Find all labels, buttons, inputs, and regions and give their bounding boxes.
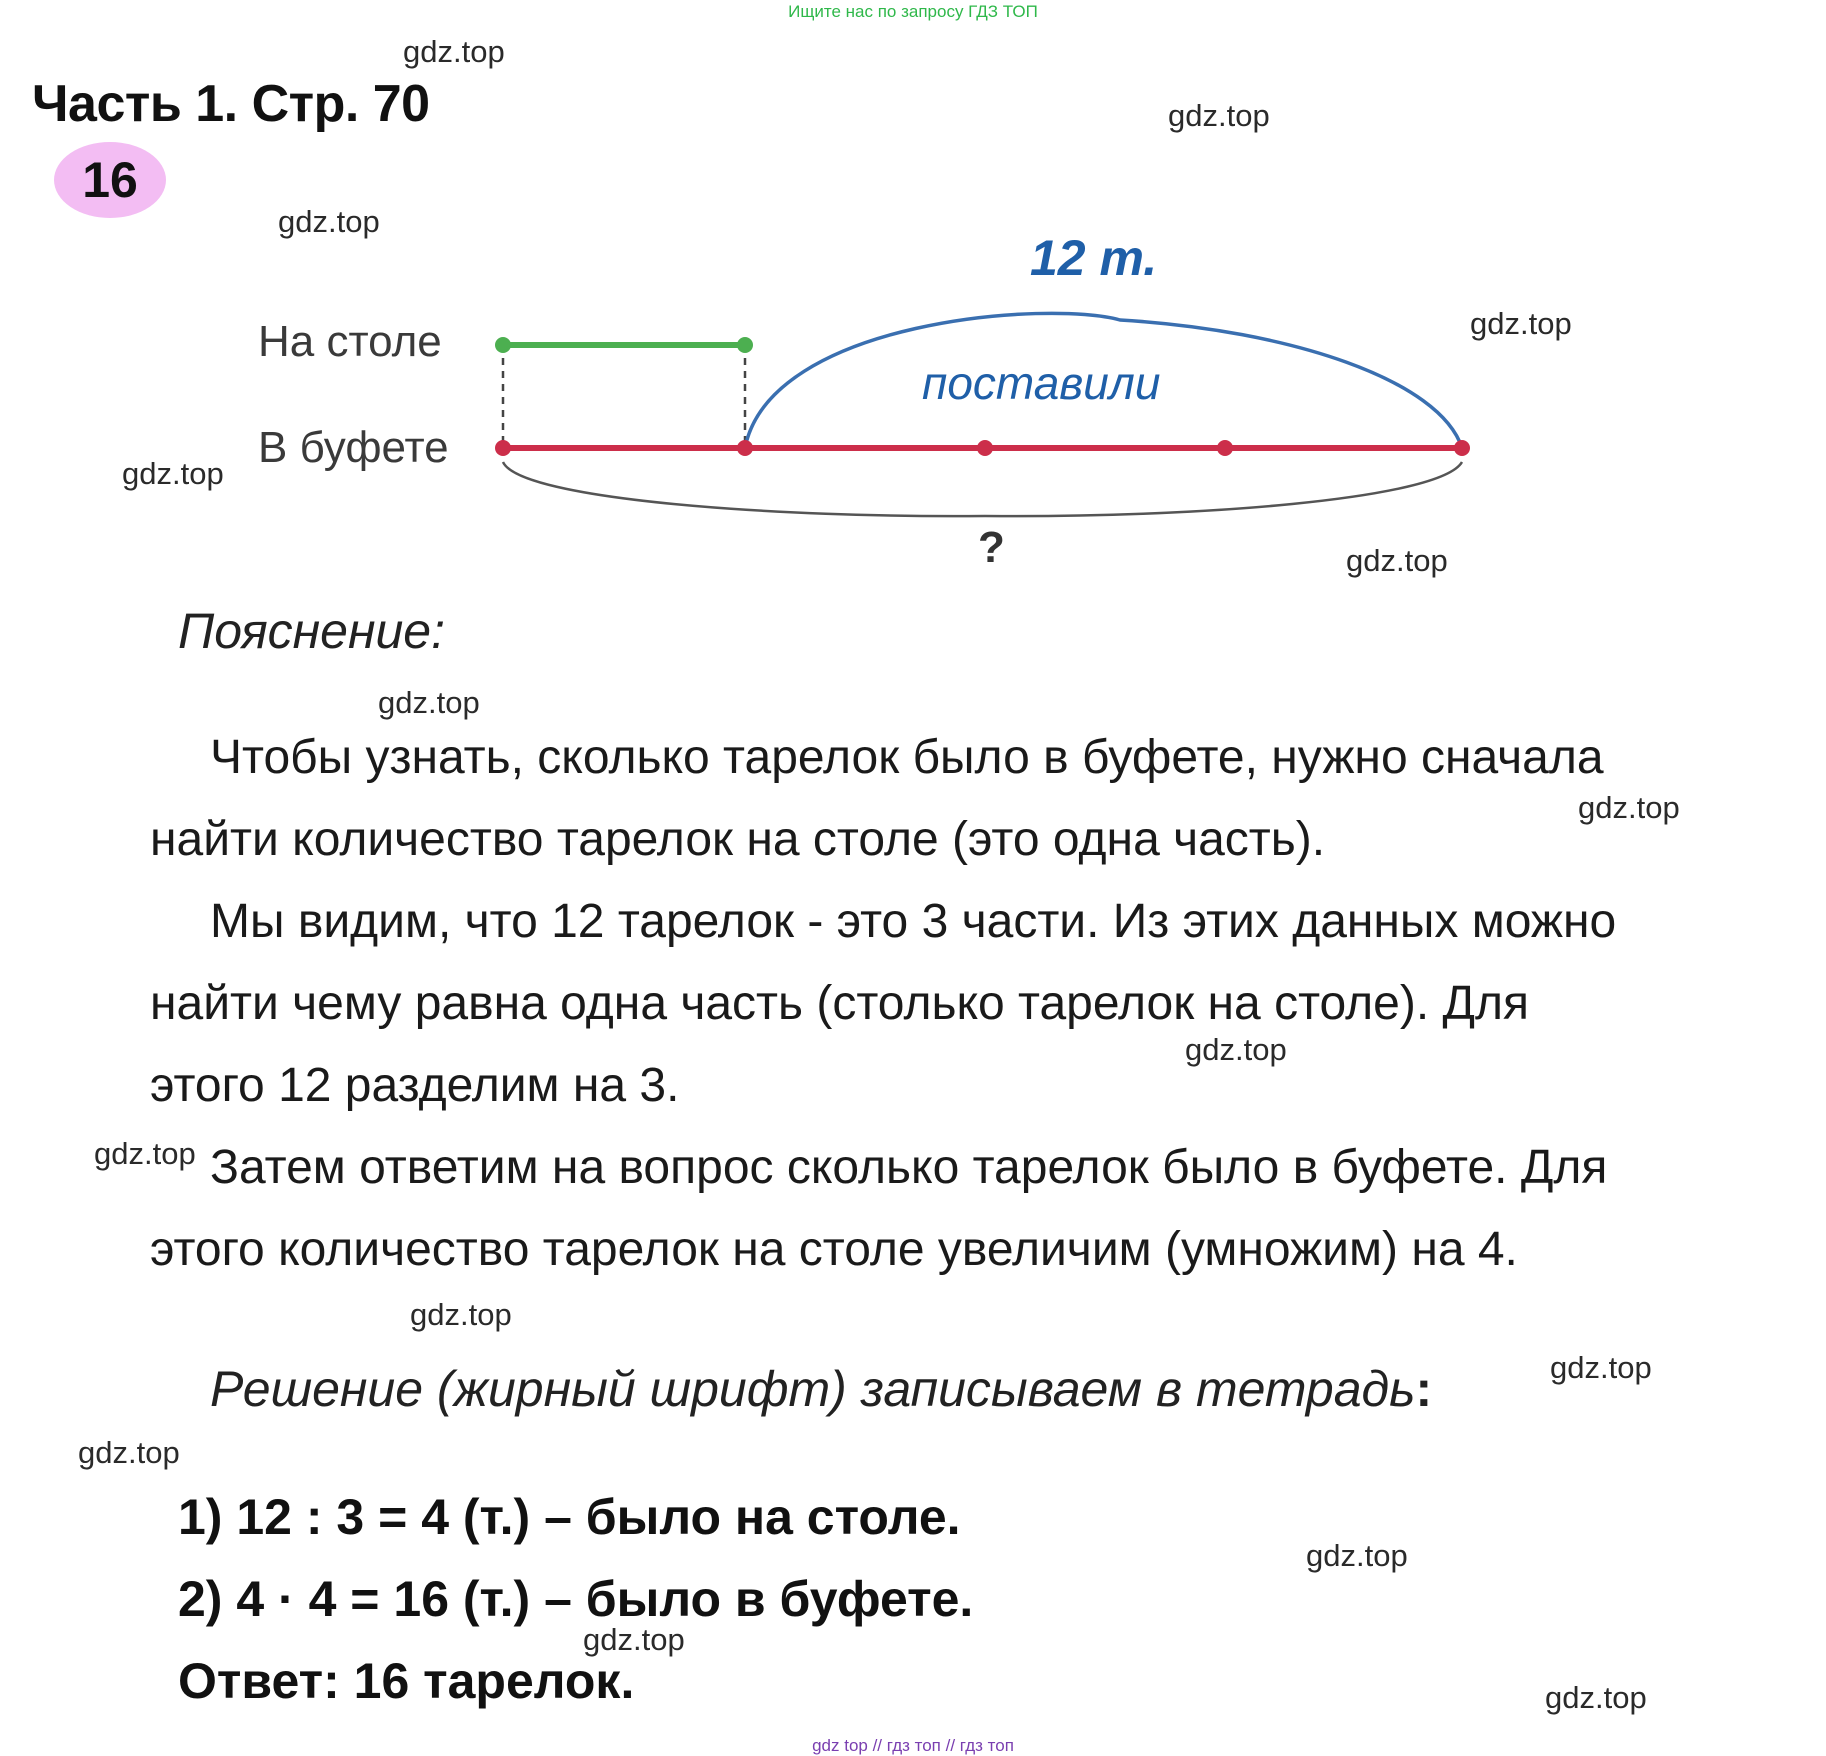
paragraph-line-3: Мы видим, что 12 тарелок - это 3 части. Из этих данных можно	[210, 895, 1617, 948]
paragraph-line-4: найти чему равна одна часть (столько тарелок на столе). Для	[150, 977, 1530, 1030]
solution-heading	[210, 1360, 1432, 1418]
label-table: На столе	[258, 317, 442, 366]
watermark: gdz.top	[1346, 543, 1448, 578]
watermark: gdz.top	[122, 456, 224, 491]
watermark: gdz.top	[78, 1435, 180, 1470]
watermark: gdz.top	[1550, 1350, 1652, 1385]
buffet-point-5	[1454, 440, 1470, 456]
paragraph-line-2: найти количество тарелок на столе (это одна часть).	[150, 813, 1326, 866]
buffet-point-2	[737, 440, 753, 456]
solution-heading-colon: :	[1415, 1361, 1433, 1417]
paragraph-line-7: этого количество тарелок на столе увеличим (умножим) на 4.	[150, 1223, 1518, 1276]
watermark: gdz.top	[1470, 306, 1572, 341]
watermark: gdz.top	[1306, 1538, 1408, 1573]
paragraph-line-1: Чтобы узнать, сколько тарелок было в буфете, нужно сначала	[210, 731, 1604, 784]
watermark: gdz.top	[403, 34, 505, 69]
total-brace	[503, 462, 1462, 516]
explanation-heading: Пояснение:	[178, 603, 445, 659]
buffet-point-1	[495, 440, 511, 456]
watermark: gdz.top	[378, 685, 480, 720]
task-number-badge: 16	[54, 142, 166, 218]
watermark: gdz.top	[94, 1136, 196, 1171]
page-title: Часть 1. Стр. 70	[32, 75, 430, 133]
watermark: gdz.top	[1168, 98, 1270, 133]
table-point-start	[495, 337, 511, 353]
paragraph-line-6: Затем ответим на вопрос сколько тарелок было в буфете. Для	[210, 1141, 1608, 1194]
arc-inner-label: поставили	[922, 357, 1161, 409]
buffet-point-4	[1217, 440, 1233, 456]
arc-total-label: 12 т.	[1030, 230, 1158, 286]
solution-step-1: 1) 12 : 3 = 4 (т.) – было на столе.	[178, 1489, 961, 1545]
solution-step-2: 2) 4 · 4 = 16 (т.) – было в буфете.	[178, 1571, 974, 1627]
table-point-end	[737, 337, 753, 353]
solution-answer: Ответ: 16 тарелок.	[178, 1653, 635, 1709]
paragraph-line-5: этого 12 разделим на 3.	[150, 1059, 680, 1112]
watermark: gdz.top	[410, 1297, 512, 1332]
total-question-mark: ?	[978, 523, 1005, 572]
segment-diagram	[0, 0, 1826, 600]
footer-links: gdz top // гдз топ // гдз топ	[812, 1736, 1014, 1755]
watermark: gdz.top	[1545, 1680, 1647, 1715]
watermark: gdz.top	[278, 204, 380, 239]
watermark: gdz.top	[1578, 790, 1680, 825]
solution-heading-text: Решение (жирный шрифт) записываем в тетрадь	[210, 1361, 1416, 1417]
watermark: gdz.top	[583, 1622, 685, 1657]
label-buffet: В буфете	[258, 423, 449, 472]
watermark: gdz.top	[1185, 1032, 1287, 1067]
buffet-point-3	[977, 440, 993, 456]
top-banner: Ищите нас по запросу ГДЗ ТОП	[788, 2, 1038, 21]
